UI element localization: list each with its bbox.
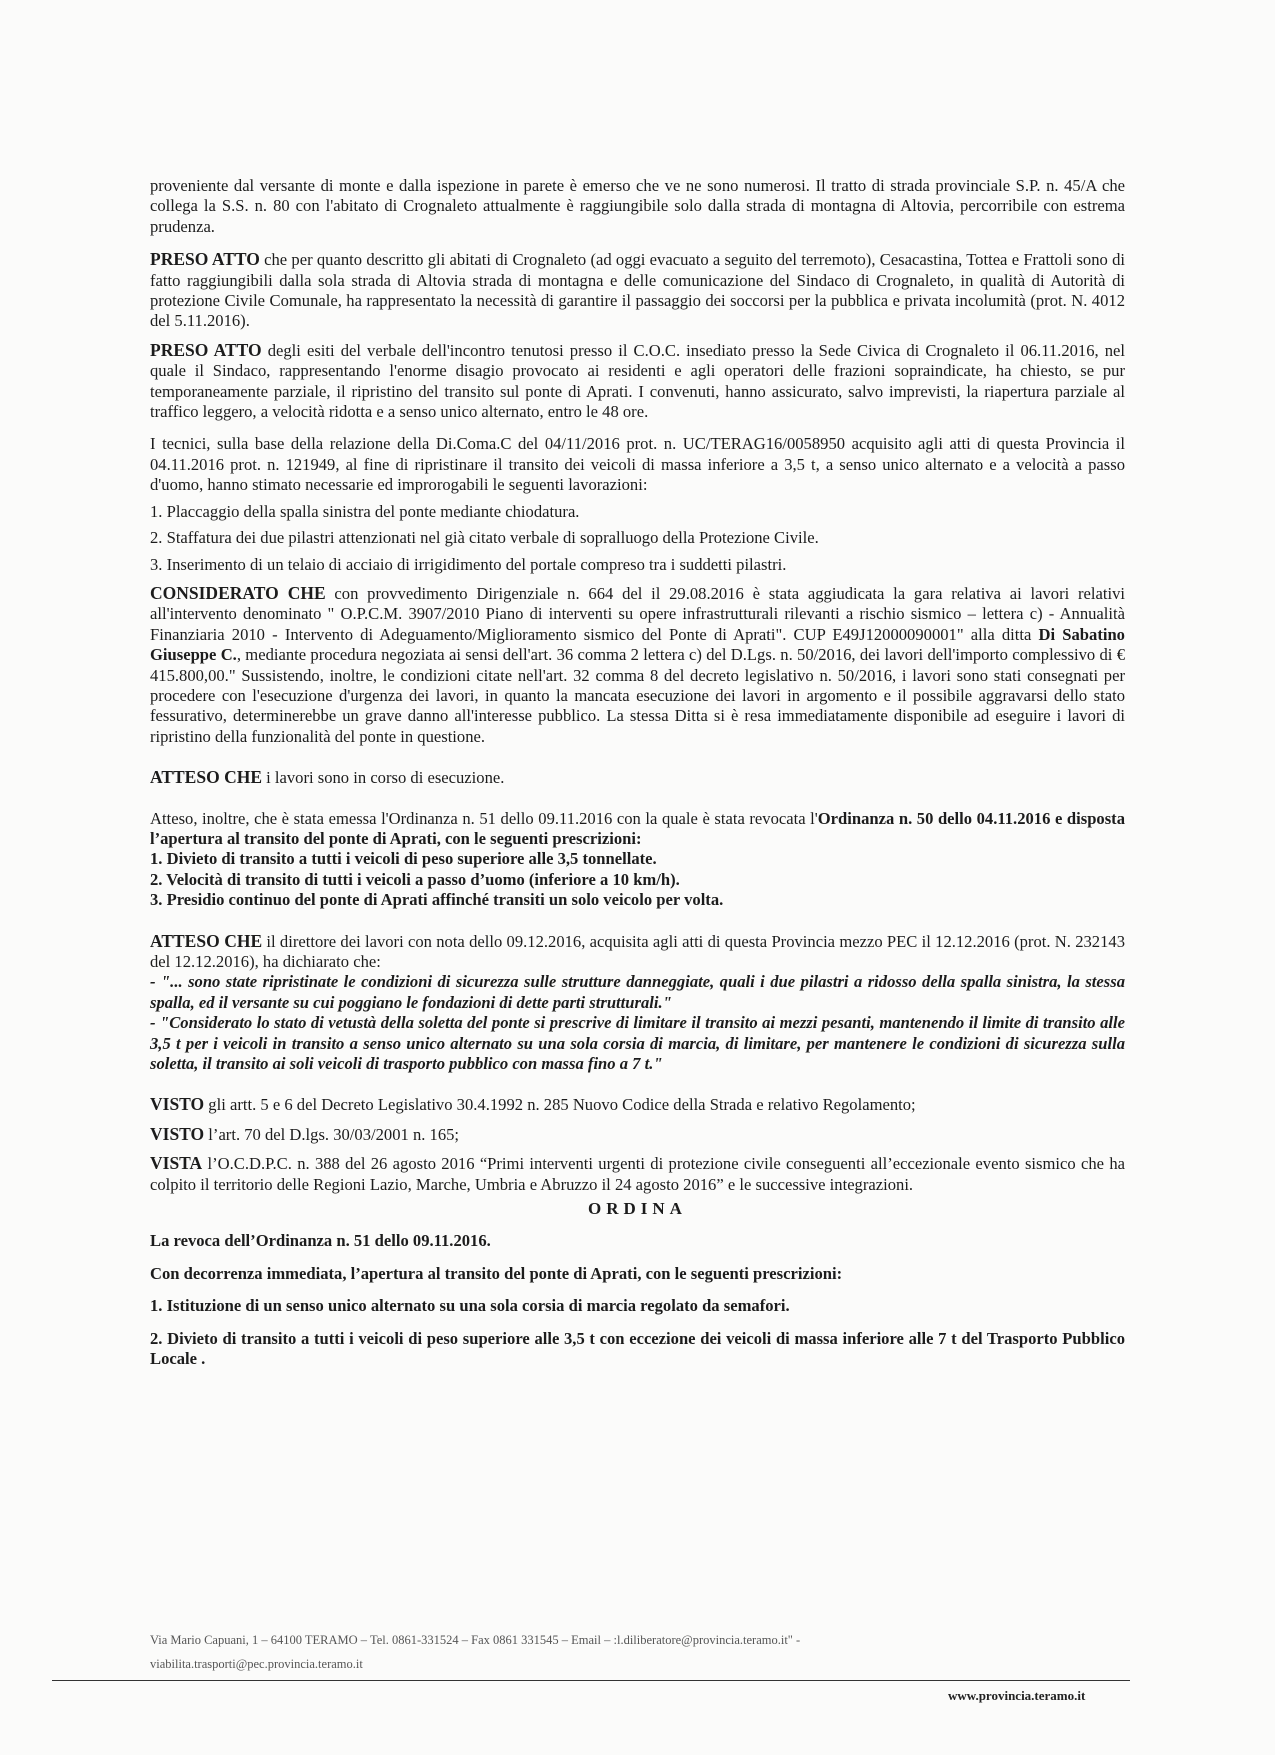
lead-atteso-2: ATTESO CHE bbox=[150, 930, 263, 951]
text-vista: l’O.C.D.P.C. n. 388 del 26 agosto 2016 “Primi interventi urgenti di protezione civile conseguenti all’eccezionale evento sismico che ha colpito il territorio delle Regioni Lazio, Marche, Umbria e Abruzzo il 24 agosto 2016” e le successive integrazioni. bbox=[150, 1154, 1125, 1194]
company-name: Di Sabatino Giuseppe C. bbox=[150, 624, 1125, 665]
quote-2: - "Considerato lo stato di vetustà della soletta del ponte si prescrive di limitare il transito ai mezzi pesanti, mantenendo il limite di transito alle 3,5 t per i veicoli in transito a senso unico alternato su una sola corsia di marcia, di limitare, per mantenere le condizioni di sicurezza sulla soletta, il transito ai soli veicoli di trasporto pubblico con massa fino a 7 t." bbox=[150, 1013, 1125, 1074]
paragraph-intro: proveniente dal versante di monte e dalla ispezione in parete è emerso che ve ne sono numerosi. Il tratto di strada provinciale S.P. n. 45/A che collega la S.S. n. 80 con l'abitato di Crognaleto attualmente è raggiungibile solo dalla strada di montagna di Altovia, percorribile con estrema prudenza. bbox=[150, 176, 1125, 236]
paragraph-preso-atto-1 bbox=[150, 249, 1125, 332]
text-visto-2: l’art. 70 del D.lgs. 30/03/2001 n. 165; bbox=[204, 1124, 460, 1144]
footer-address: Via Mario Capuani, 1 – 64100 TERAMO – Tel. 0861-331524 – Fax 0861 331545 – Email – :l.diliberatore@provincia.teramo.it" - bbox=[150, 1633, 801, 1647]
text-atteso-2: il direttore dei lavori con nota dello 09.12.2016, acquisita agli atti di questa Provincia mezzo PEC il 12.12.2016 (prot. N. 232143 del 12.12.2016), ha dichiarato che: bbox=[150, 931, 1125, 971]
paragraph-vista bbox=[150, 1153, 1125, 1195]
ordina-heading: ORDINA bbox=[588, 1199, 687, 1219]
order-apertura: Con decorrenza immediata, l’apertura al transito del ponte di Aprati, con le seguenti prescrizioni: bbox=[150, 1263, 843, 1283]
text-considerato-a: con provvedimento Dirigenziale n. 664 del il 29.08.2016 è stata aggiudicata la gara relativa ai lavori relativi all'intervento denominato " O.P.C.M. 3907/2010 Piano di interventi su opere infrastrutturali rilevanti a rischio sismico – lettera c) - Annualità Finanziaria 2010 - Intervento di Adeguamento/Miglioramento sismico del Ponte di Aprati". CUP E49J12000090001" alla ditta bbox=[150, 583, 1126, 644]
prescription-2: 2. Velocità di transito di tutti i veicoli a passo d’uomo (inferiore a 10 km/h). bbox=[150, 869, 680, 889]
paragraph-considerato bbox=[150, 583, 1125, 747]
paragraph-tecnici: I tecnici, sulla base della relazione della Di.Coma.C del 04/11/2016 prot. n. UC/TERAG16/0058950 acquisito agli atti di questa Provincia il 04.11.2016 prot. n. 121949, al fine di ripristinare il transito dei veicoli di massa inferiore a 3,5 t, a senso unico alternato e a velocità a passo d'uomo, hanno stimato necessarie ed improrogabili le seguenti lavorazioni: bbox=[150, 434, 1125, 495]
order-divieto: 2. Divieto di transito a tutti i veicoli di peso superiore alle 3,5 t con eccezione dei veicoli di massa inferiore alle 7 t del Trasporto Pubblico Locale . bbox=[150, 1328, 1125, 1369]
footer-website: www.provincia.teramo.it bbox=[948, 1688, 1086, 1703]
order-senso-unico: 1. Istituzione di un senso unico alternato su una sola corsia di marcia regolato da semafori. bbox=[150, 1296, 790, 1316]
lead-visto-1: VISTO bbox=[150, 1094, 205, 1115]
paragraph-atteso-inoltre bbox=[150, 809, 1125, 850]
lead-preso-atto-1: PRESO ATTO bbox=[150, 249, 260, 270]
paragraph-visto-2 bbox=[150, 1124, 1125, 1145]
footer-pec: viabilita.trasporti@pec.provincia.teramo.it bbox=[150, 1657, 363, 1671]
text-preso-atto-2: degli esiti del verbale dell'incontro tenutosi presso il C.O.C. insediato presso la Sede Civica di Crognaleto il 06.11.2016, nel quale il Sindaco, rappresentando l'enorme disagio provocato ai residenti e agli operatori delle frazioni sopraindicate, ha chiesto, se pur temporaneamente parziale, il ripristino del transito sul ponte di Aprati. I convenuti, hanno assicurato, salvo imprevisti, la riapertura parziale al traffico leggero, a velocità ridotta e a senso unico alternato, entro le 48 ore. bbox=[150, 340, 1126, 422]
work-item-2: 2. Staffatura dei due pilastri attenzionati nel già citato verbale di sopralluogo della Protezione Civile. bbox=[150, 528, 819, 548]
text-atteso-1: i lavori sono in corso di esecuzione. bbox=[262, 768, 505, 788]
order-revoca: La revoca dell’Ordinanza n. 51 dello 09.11.2016. bbox=[150, 1231, 491, 1251]
prescription-1: 1. Divieto di transito a tutti i veicoli di peso superiore alle 3,5 tonnellate. bbox=[150, 849, 657, 869]
paragraph-atteso-2 bbox=[150, 931, 1125, 973]
footer-divider bbox=[52, 1680, 1130, 1681]
paragraph-visto-1 bbox=[150, 1094, 1125, 1115]
work-item-3: 3. Inserimento di un telaio di acciaio di irrigidimento del portale compreso tra i suddetti pilastri. bbox=[150, 554, 787, 574]
footer-address-block bbox=[150, 1628, 1125, 1676]
text-atteso-inoltre: Atteso, inoltre, che è stata emessa l'Ordinanza n. 51 dello 09.11.2016 con la quale è stata revocata l' bbox=[150, 808, 818, 828]
lead-considerato: CONSIDERATO CHE bbox=[150, 582, 326, 603]
paragraph-preso-atto-2 bbox=[150, 340, 1125, 423]
text-considerato-b: , mediante procedura negoziata ai sensi dell'art. 36 comma 2 lettera c) del D.Lgs. n. 50/2016, dei lavori dell'importo complessivo di € 415.800,00." Sussistendo, inoltre, le condizioni citate nell'art. 32 comma 8 del decreto legislativo n. 50/2016, i lavori sono stati consegnati per procedere con l'esecuzione d'urgenza dei lavori, in quanto la mancata esecuzione dei lavori in argomento e il possibile aggravarsi dello stato fessurativo, determinerebbe un grave danno all'interesse pubblico. La stessa Ditta si è resa immediatamente disponibile ad eseguire i lavori di ripristino della funzionalità del ponte in questione. bbox=[150, 645, 1125, 746]
paragraph-atteso-1 bbox=[150, 767, 1125, 788]
lead-visto-2: VISTO bbox=[150, 1123, 205, 1144]
document-body bbox=[150, 176, 1125, 1370]
lead-preso-atto-2: PRESO ATTO bbox=[150, 339, 262, 360]
work-item-1: 1. Placcaggio della spalla sinistra del ponte mediante chiodatura. bbox=[150, 501, 580, 521]
text-ordinanza-50: Ordinanza n. 50 dello 04.11.2016 e disposta l’apertura al transito del ponte di Aprati, con le seguenti prescrizioni: bbox=[150, 808, 1125, 848]
lead-atteso-1: ATTESO CHE bbox=[150, 767, 262, 788]
text-preso-atto-1: che per quanto descritto gli abitati di Crognaleto (ad oggi evacuato a seguito del terremoto), Cesacastina, Tottea e Frattoli sono di fatto raggiungibili dalla sola strada di Altovia strada di montagna e delle comunicazione del Sindaco di Crognaleto, in qualità di Autorità di protezione Civile Comunale, ha rappresentato la necessità di garantire il passaggio dei soccorsi per la pubblica e privata incolumità (prot. N. 4012 del 5.11.2016). bbox=[150, 250, 1125, 331]
lead-vista: VISTA bbox=[150, 1153, 203, 1174]
quote-1: - "... sono state ripristinate le condizioni di sicurezza sulle strutture danneggiate, quali i due pilastri a ridosso della spalla sinistra, la stessa spalla, ed il versante su cui poggiano le fondazioni di dette parti strutturali." bbox=[150, 972, 1125, 1012]
prescription-3: 3. Presidio continuo del ponte di Aprati affinché transiti un solo veicolo per volta. bbox=[150, 890, 724, 910]
text-visto-1: gli artt. 5 e 6 del Decreto Legislativo 30.4.1992 n. 285 Nuovo Codice della Strada e relativo Regolamento; bbox=[204, 1095, 916, 1115]
